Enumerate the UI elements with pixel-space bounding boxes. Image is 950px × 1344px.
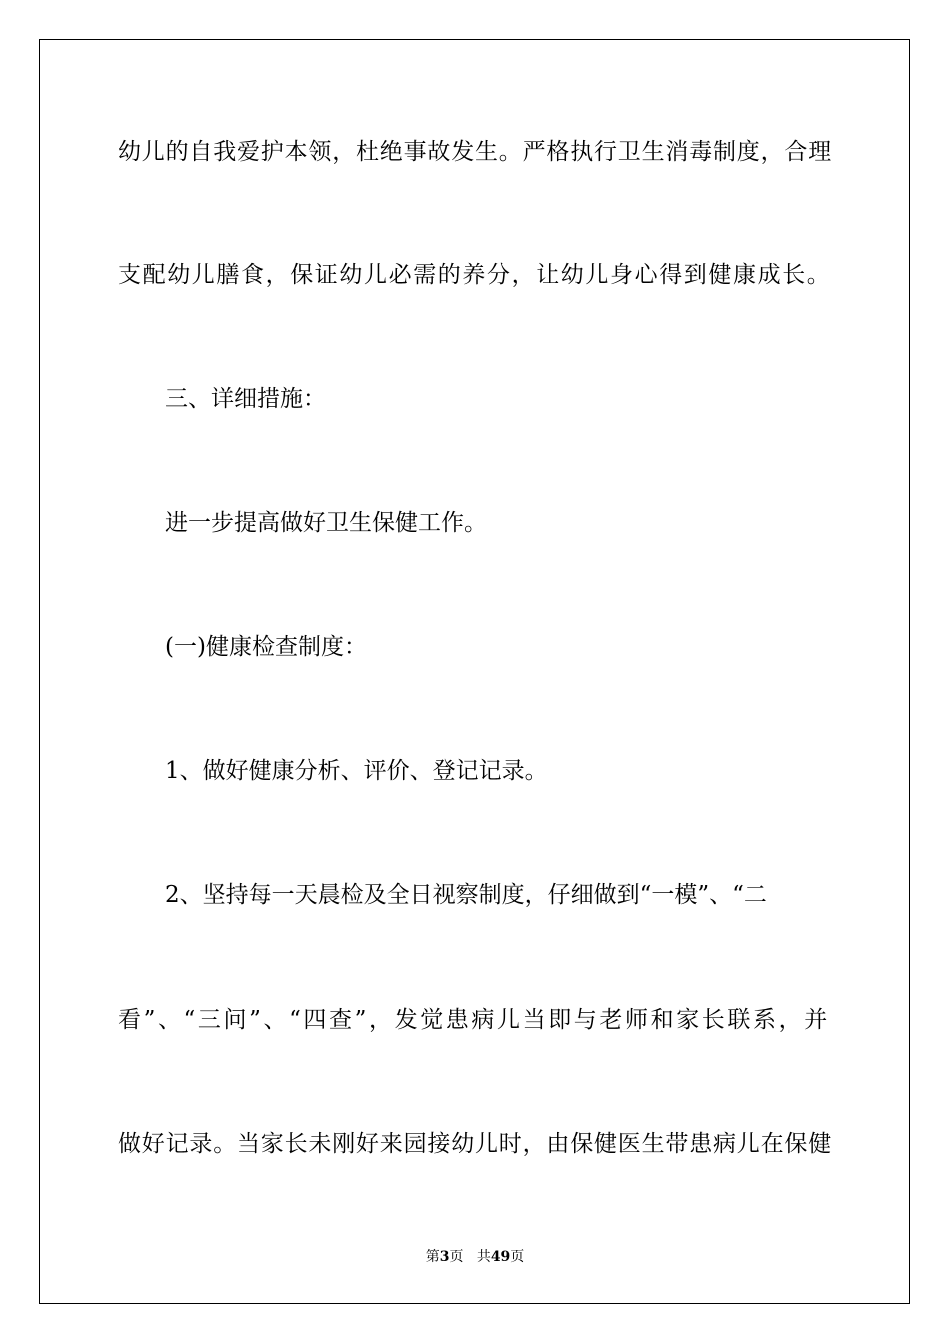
body-text-line-4: 看”、“三问”、“四查”，发觉患病儿当即与老师和家长联系，并 bbox=[118, 1007, 830, 1033]
total-prefix: 共 bbox=[476, 1249, 491, 1265]
list-item-1: 1、做好健康分析、评价、登记记录。 bbox=[165, 758, 548, 784]
page-total: 49 bbox=[490, 1249, 511, 1265]
list-item-2: 2、坚持每一天晨检及全日视察制度，仔细做到“一模”、“二 bbox=[165, 882, 767, 908]
subsection-heading: (一)健康检查制度： bbox=[165, 634, 367, 660]
body-text-line-2: 支配幼儿膳食，保证幼儿必需的养分，让幼儿身心得到健康成长。 bbox=[118, 262, 832, 288]
page-suffix: 页 bbox=[449, 1249, 464, 1265]
page-footer bbox=[0, 1247, 950, 1267]
total-suffix: 页 bbox=[510, 1249, 525, 1265]
body-text-line-3: 进一步提高做好卫生保健工作。 bbox=[165, 510, 487, 536]
page-current: 3 bbox=[439, 1249, 450, 1265]
section-heading: 三、详细措施： bbox=[165, 386, 326, 412]
page-border bbox=[39, 39, 910, 1304]
body-text-line-5: 做好记录。当家长未刚好来园接幼儿时，由保健医生带患病儿在保健 bbox=[118, 1131, 832, 1157]
page-prefix: 第 bbox=[425, 1249, 440, 1265]
body-text-line-1: 幼儿的自我爱护本领，杜绝事故发生。严格执行卫生消毒制度，合理 bbox=[118, 139, 832, 165]
